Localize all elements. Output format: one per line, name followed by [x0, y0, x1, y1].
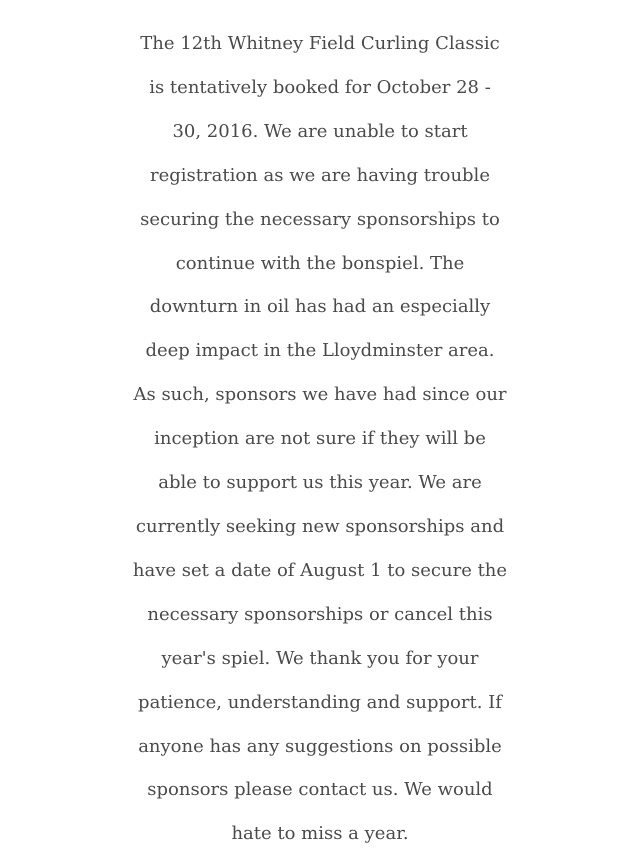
text-line: hate to miss a year.	[231, 823, 409, 845]
text-line: year's spiel. We thank you for your	[161, 647, 479, 669]
text-line: 30, 2016. We are unable to start	[172, 120, 468, 142]
text-line: able to support us this year. We are	[158, 472, 482, 494]
text-line: securing the necessary sponsorships to	[140, 208, 500, 230]
text-line: deep impact in the Lloydminster area.	[145, 340, 495, 362]
text-line: anyone has any suggestions on possible	[138, 735, 502, 757]
text-line: currently seeking new sponsorships and	[135, 515, 505, 537]
text-line: downturn in oil has had an especially	[149, 296, 491, 318]
announcement-text	[0, 22, 640, 856]
text-line: sponsors please contact us. We would	[147, 779, 493, 801]
text-line: necessary sponsorships or cancel this	[147, 603, 493, 625]
text-line: have set a date of August 1 to secure the	[132, 559, 508, 581]
text-line: is tentatively booked for October 28 -	[149, 76, 491, 98]
text-line: The 12th Whitney Field Curling Classic	[140, 33, 500, 54]
text-line: registration as we are having trouble	[150, 164, 490, 186]
text-line: inception are not sure if they will be	[154, 428, 486, 450]
text-line: As such, sponsors we have had since our	[133, 384, 507, 406]
text-line: patience, understanding and support. If	[138, 691, 502, 713]
text-line: continue with the bonspiel. The	[175, 252, 465, 274]
